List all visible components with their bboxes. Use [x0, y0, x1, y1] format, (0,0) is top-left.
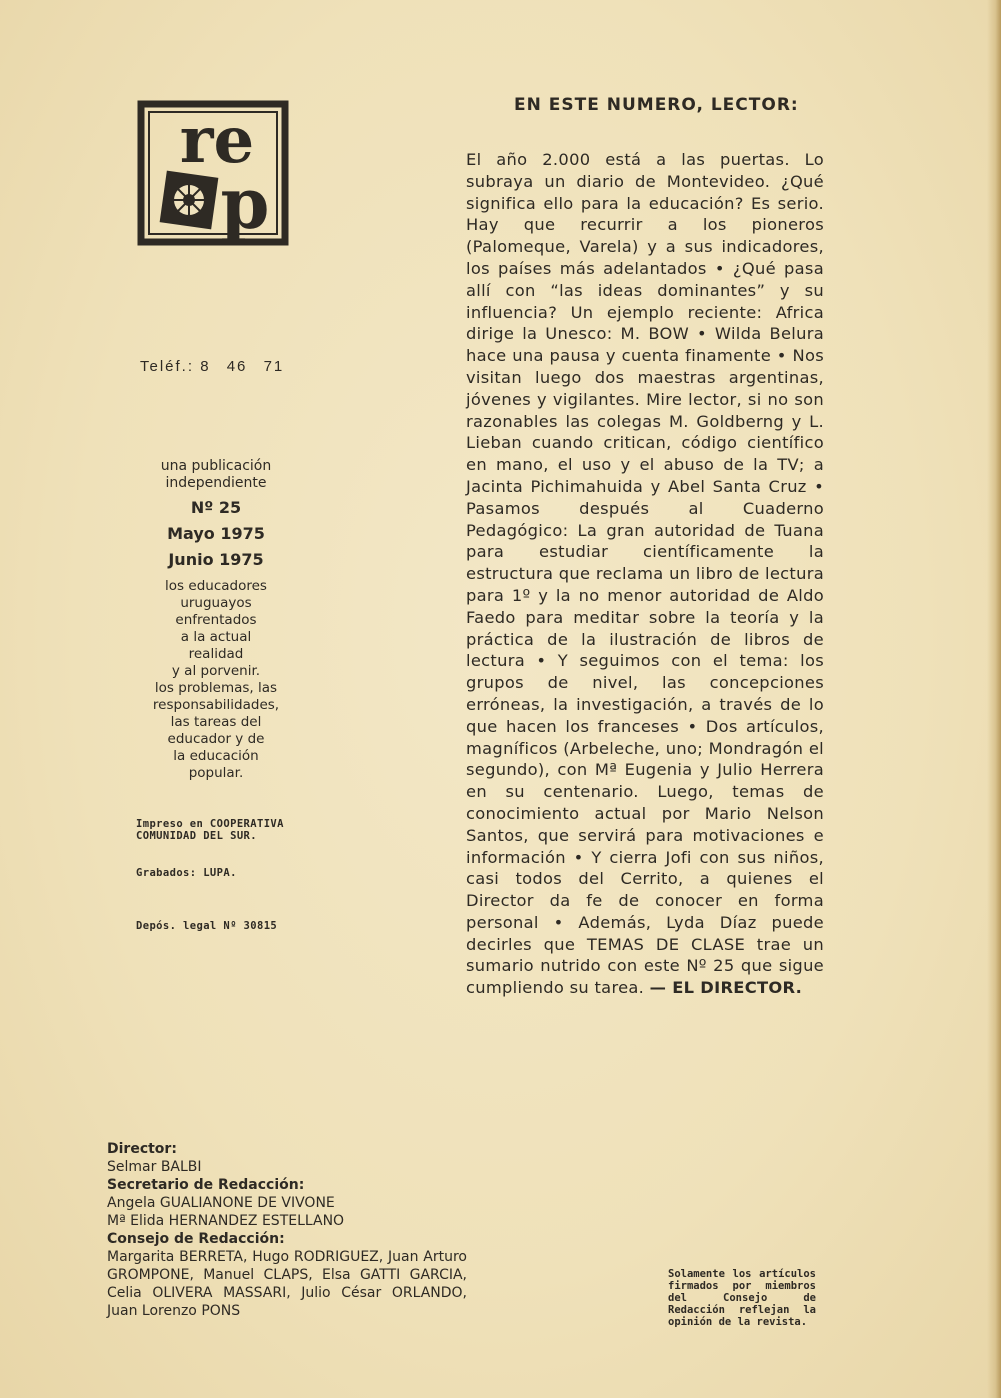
staff-credits: [107, 1140, 467, 1320]
mission-line: y al porvenir.: [171, 663, 261, 679]
issue-month-1: Mayo 1975: [167, 524, 265, 543]
secretary-name: Mª Elida HERNANDEZ ESTELLANO: [107, 1213, 345, 1229]
mission-line: popular.: [188, 765, 244, 781]
mission-line: los educadores: [165, 578, 267, 594]
svg-text:re: re: [179, 103, 255, 178]
mission-line: enfrentados: [175, 612, 257, 628]
svg-text:p: p: [220, 162, 270, 245]
editorial-text: El año 2.000 está a las puertas. Lo subraya un diario de Montevideo. ¿Qué significa ello para la educación? Es serio. Hay que recurrir a los pioneros (Palomeque, Varela) y a sus indicadores, los países más adelantados • ¿Qué pasa allí con “las ideas dominantes” y su influencia? Un ejemplo reciente: Africa dirige la Unesco: M. BOW • Wilda Belura hace una pausa y cuenta finamente • Nos visitan luego dos maestras argentinas, jóvenes y vigilantes. Mire lector, si no son razonables las colegas M. Goldberng y L. Lieban cuando critican, código científico en mano, el uso y el abuso de la TV; a Jacinta Pichimahuida y Abel Santa Cruz • Pasamos después al Cuaderno Pedagógico: La gran autoridad de Tuana para estudiar científicamente la estructura que reclama un libro de lectura para 1º y la no menor autoridad de Aldo Faedo para meditar sobre la teoría y la práctica de la ilustración de libros de lectura • Y seguimos con el tema: los grupos de nivel, las concepciones erróneas, la investigación, a través de lo que hacen los franceses • Dos artículos, magníficos (Arbeleche, uno; Mondragón el segundo), con Mª Eugenia y Julio Herrera en su centenario. Luego, temas de conocimiento actual por Mario Nelson Santos, que servirá para motivaciones e información • Y cierra Jofi con sus niños, casi todos del Cerrito, a quienes el Director da fe de conocer en forma personal • Además, Lyda Díaz puede decirles que TEMAS DE CLASE trae un sumario nutrido con este Nº 25 que sigue cumpliendo su tarea.: [466, 150, 824, 998]
printer-credit: Impreso en COOPERATIVA COMUNIDAD DEL SUR.: [136, 818, 284, 842]
editorial-body: [466, 149, 824, 999]
mission-line: uruguayos: [180, 595, 252, 611]
issue-month-2: Junio 1975: [168, 550, 264, 569]
secretary-label: Secretario de Redacción:: [107, 1177, 305, 1193]
mission-line: responsabilidades,: [152, 697, 280, 713]
disclaimer-note: Solamente los artículos firmados por miembros del Consejo de Redacción reflejan la opinión de la revista.: [668, 1268, 816, 1328]
editorial-heading: EN ESTE NUMERO, LECTOR:: [514, 95, 799, 115]
page-edge-shadow: [987, 0, 1001, 1398]
mission-line: realidad: [188, 646, 244, 662]
mission-line: los problemas, las: [154, 680, 278, 696]
mission-line: educador y de: [167, 731, 265, 747]
legal-deposit: Depós. legal Nº 30815: [136, 920, 278, 932]
director-label: Director:: [107, 1141, 177, 1157]
council-label: Consejo de Redacción:: [107, 1231, 285, 1247]
rep-logo: [137, 100, 289, 246]
editorial-signature: — EL DIRECTOR.: [649, 978, 803, 998]
publication-line-1: una publicación: [160, 458, 272, 474]
mission-line: a la actual: [180, 629, 252, 645]
phone-value: 8 46 71: [200, 358, 285, 375]
publication-info: [135, 458, 297, 782]
mission-line: la educación: [173, 748, 259, 764]
mission-line: las tareas del: [170, 714, 262, 730]
publication-line-2: independiente: [165, 475, 267, 491]
phone-label: Teléf.:: [140, 358, 195, 375]
phone-number: [140, 358, 284, 375]
director-name: Selmar BALBI: [107, 1159, 202, 1175]
engravings-credit: Grabados: LUPA.: [136, 867, 237, 879]
issue-number: Nº 25: [190, 498, 242, 517]
council-names: Margarita BERRETA, Hugo RODRIGUEZ, Juan Arturo GROMPONE, Manuel CLAPS, Elsa GATTI GARCIA, Celia OLIVERA MASSARI, Julio César ORLANDO, Juan Lorenzo PONS: [107, 1249, 467, 1319]
secretary-name: Angela GUALIANONE DE VIVONE: [107, 1195, 335, 1211]
mission-statement: [135, 578, 297, 782]
